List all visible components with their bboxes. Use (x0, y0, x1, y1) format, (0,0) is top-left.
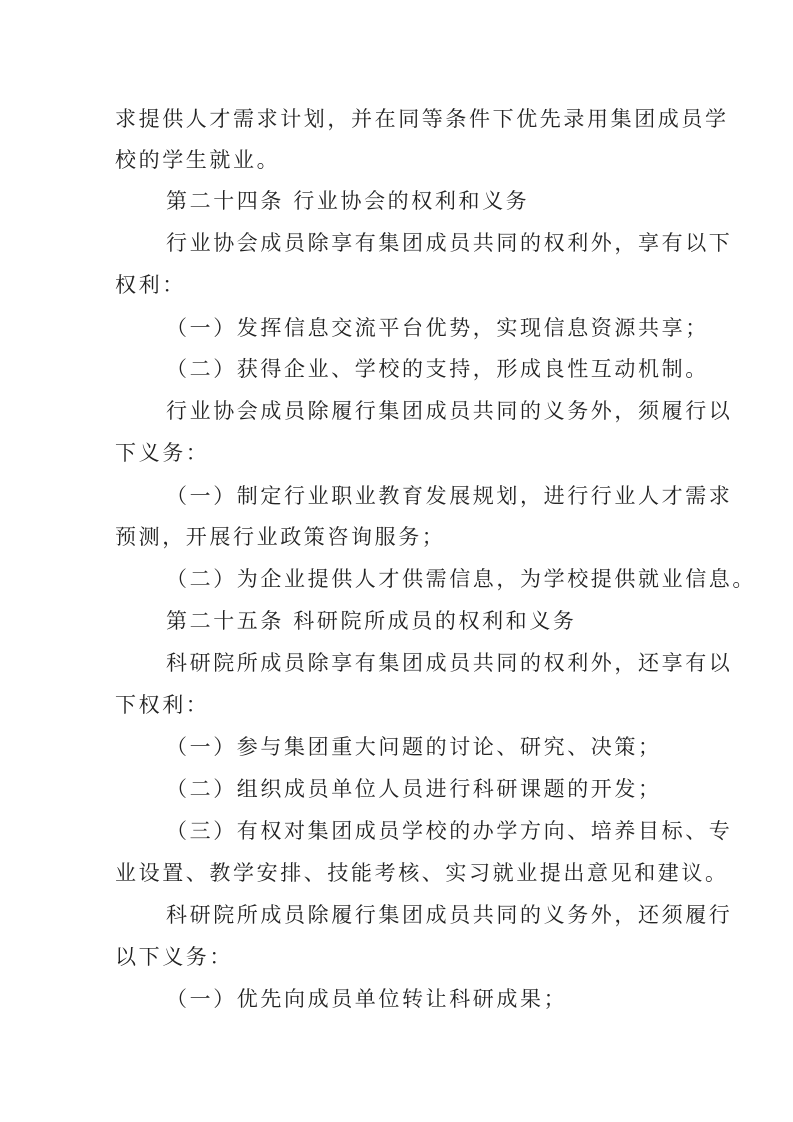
list-item: （三）有权对集团成员学校的办学方向、培养目标、专 (166, 819, 733, 843)
text-line: 预测，开展行业政策咨询服务； (115, 525, 446, 549)
text-line: 权利： (115, 273, 186, 297)
text-line: 科研院所成员除履行集团成员共同的义务外，还须履行 (166, 903, 733, 927)
list-item: （一）优先向成员单位转让科研成果； (166, 987, 568, 1011)
text-line: 下权利： (115, 693, 210, 717)
text-line: 行业协会成员除履行集团成员共同的义务外，须履行以 (166, 399, 733, 423)
text-line: 行业协会成员除享有集团成员共同的权利外，享有以下 (166, 231, 733, 255)
article-heading: 第二十五条 科研院所成员的权利和义务 (166, 609, 577, 633)
list-item: （一）参与集团重大问题的讨论、研究、决策； (166, 735, 662, 759)
text-line: 以下义务： (115, 945, 233, 969)
text-line: 求提供人才需求计划，并在同等条件下优先录用集团成员学 (115, 107, 729, 131)
article-heading: 第二十四条 行业协会的权利和义务 (166, 189, 530, 213)
text-line: 下义务： (115, 441, 210, 465)
text-line: 科研院所成员除享有集团成员共同的权利外，还享有以 (166, 651, 733, 675)
list-item: （一）发挥信息交流平台优势，实现信息资源共享； (166, 316, 709, 340)
list-item: （二）组织成员单位人员进行科研课题的开发； (166, 777, 662, 801)
text-line: 业设置、教学安排、技能考核、实习就业提出意见和建议。 (115, 861, 729, 885)
list-item: （二）为企业提供人才供需信息，为学校提供就业信息。 (166, 567, 756, 591)
list-item: （二）获得企业、学校的支持，形成良性互动机制。 (166, 357, 709, 381)
list-item: （一）制定行业职业教育发展规划，进行行业人才需求 (166, 484, 733, 508)
text-line: 校的学生就业。 (115, 148, 281, 172)
